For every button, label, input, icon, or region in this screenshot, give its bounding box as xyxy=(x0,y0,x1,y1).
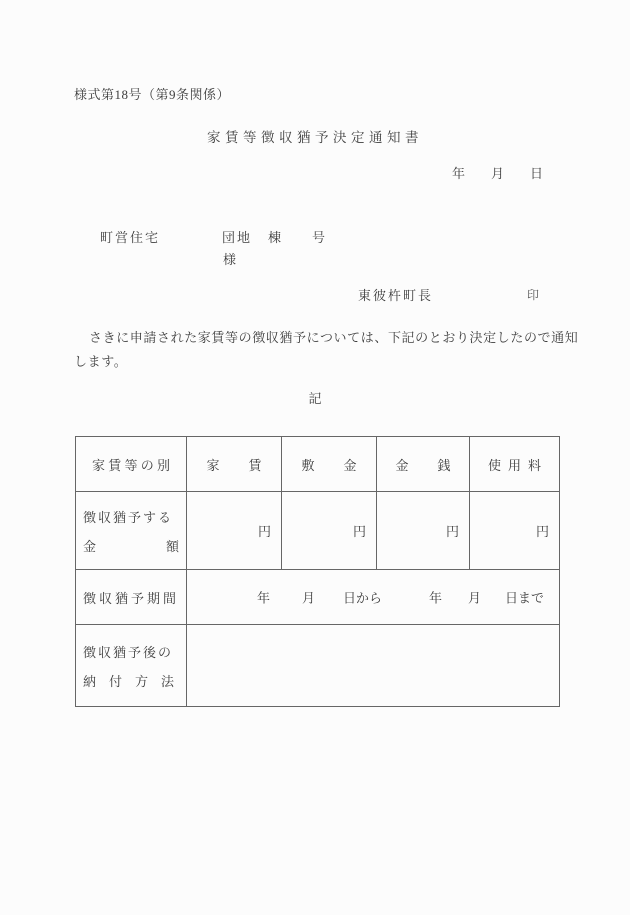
amount-label xyxy=(76,492,187,570)
addressee-building-label: 棟 xyxy=(268,230,282,245)
body-text-line-1: さきに申請された家賃等の徴収猶予については、下記のとおり決定したので通知 xyxy=(89,330,579,345)
period-value-cell xyxy=(187,570,560,625)
deferment-table xyxy=(75,436,560,707)
addressee-complex-label: 団地 xyxy=(222,230,253,245)
date-month-label: 月 xyxy=(491,166,505,181)
issue-date-line xyxy=(452,163,543,182)
addressee-housing-label: 町営住宅 xyxy=(100,230,161,245)
mayor-name: 東彼杵町長 xyxy=(358,288,434,303)
amount-label-line2: 金 額 xyxy=(83,538,180,554)
period-from-month: 月 xyxy=(302,590,316,606)
yen-unit: 円 xyxy=(258,524,272,539)
amount-cell-deposit xyxy=(282,492,377,570)
yen-unit: 円 xyxy=(536,524,550,539)
period-row xyxy=(76,570,560,625)
period-to-day: 日まで xyxy=(505,590,545,606)
header-category: 家 賃 等 の 別 xyxy=(76,437,187,492)
header-money: 金銭 xyxy=(377,437,470,492)
period-to-year: 年 xyxy=(429,590,443,606)
document-title: 家賃等徴収猶予決定通知書 xyxy=(207,130,423,145)
body-text-line-2: します。 xyxy=(74,354,128,369)
amount-cell-rent xyxy=(187,492,282,570)
amount-cell-money xyxy=(377,492,470,570)
addressee-honorific: 様 xyxy=(223,252,237,267)
table-header-row xyxy=(76,437,560,492)
record-marker: 記 xyxy=(308,391,322,406)
period-label: 徴収猶予期間 xyxy=(76,570,187,625)
form-number: 様式第18号（第9条関係） xyxy=(74,87,231,102)
yen-unit: 円 xyxy=(446,524,460,539)
amount-label-line1: 徴収猶予する xyxy=(83,509,174,525)
method-label-line2: 納付方法 xyxy=(83,673,188,689)
period-from-year: 年 xyxy=(257,590,271,606)
method-value-cell xyxy=(187,625,560,707)
amount-row xyxy=(76,492,560,570)
addressee-unit-label: 号 xyxy=(312,230,326,245)
yen-unit: 円 xyxy=(353,524,367,539)
header-deposit: 敷金 xyxy=(282,437,377,492)
period-from-day: 日から xyxy=(343,590,383,606)
amount-cell-usage-fee xyxy=(470,492,560,570)
date-year-label: 年 xyxy=(452,166,466,181)
header-rent: 家賃 xyxy=(187,437,282,492)
header-usage-fee: 使用料 xyxy=(470,437,560,492)
period-to-month: 月 xyxy=(468,590,482,606)
date-day-label: 日 xyxy=(530,166,544,181)
method-label-line1: 徴収猶予後の xyxy=(83,644,174,660)
seal-mark: 印 xyxy=(527,288,540,302)
method-label xyxy=(76,625,187,707)
method-row xyxy=(76,625,560,707)
